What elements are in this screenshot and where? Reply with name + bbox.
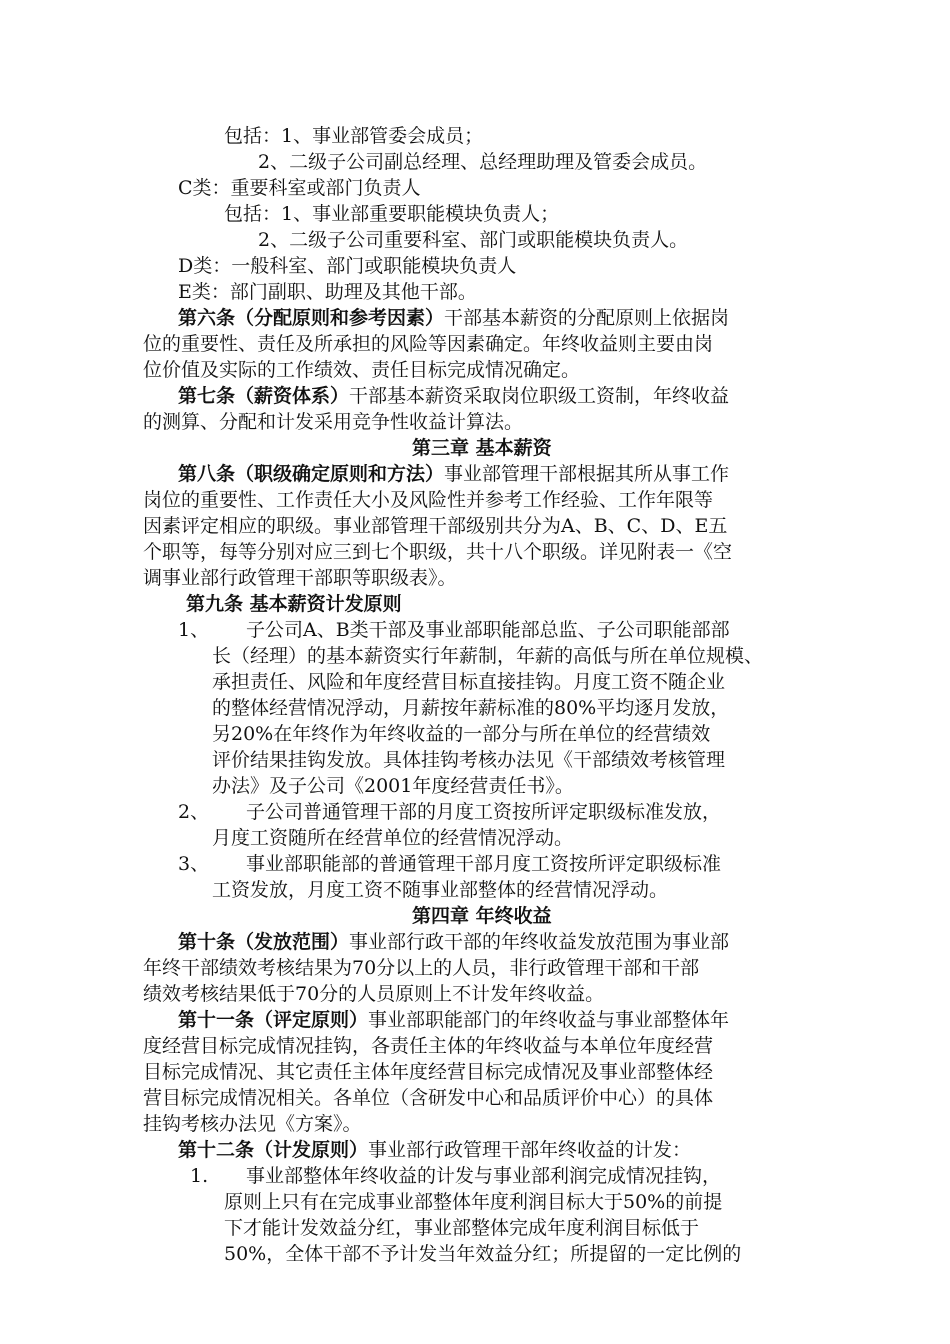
article-11-line-4: 营目标完成情况相关。各单位（含研发中心和品质评价中心）的具体 — [143, 1087, 714, 1109]
article-9-item-1-number: 1、 — [178, 619, 210, 641]
article-9-item-2-number: 2、 — [178, 801, 210, 823]
article-12-item-1-line-3: 下才能计发效益分红，事业部整体完成年度利润目标低于 — [224, 1217, 700, 1239]
article-11-line-1: 第十一条（评定原则）事业部职能部门的年终收益与事业部整体年 — [178, 1009, 730, 1031]
article-8-line-4: 个职等，每等分别对应三到七个职级，共十八个职级。详见附表一《空 — [143, 541, 733, 563]
article-7-line-1: 第七条（薪资体系）干部基本薪资采取岗位职级工资制，年终收益 — [178, 385, 730, 407]
article-11-line-2: 度经营目标完成情况挂钩，各责任主体的年终收益与本单位年度经营 — [143, 1035, 714, 1057]
article-11-title: 第十一条（评定原则） — [178, 1009, 369, 1031]
article-12-item-1-line-1: 事业部整体年终收益的计发与事业部利润完成情况挂钩， — [246, 1165, 722, 1187]
article-12-item-1-number: 1. — [190, 1165, 209, 1187]
chapter-4-heading: 第四章 年终收益 — [412, 905, 552, 927]
article-9-item-1-line-6: 评价结果挂钩发放。具体挂钩考核办法见《干部绩效考核管理 — [212, 749, 726, 771]
article-12-line-1: 第十二条（计发原则）事业部行政管理干部年终收益的计发： — [178, 1139, 692, 1161]
article-6-line-1: 第六条（分配原则和参考因素）干部基本薪资的分配原则上依据岗 — [178, 307, 730, 329]
c-class-includes-1: 包括：1、事业部重要职能模块负责人； — [224, 203, 560, 225]
article-9-item-1-line-4: 的整体经营情况浮动，月薪按年薪标准的80%平均逐月发放， — [212, 697, 730, 719]
article-6-line-2: 位的重要性、责任及所承担的风险等因素确定。年终收益则主要由岗 — [143, 333, 714, 355]
article-12-item-1-line-4: 50%，全体干部不予计发当年效益分红；所提留的一定比例的 — [224, 1243, 742, 1265]
c-class-heading: C类：重要科室或部门负责人 — [178, 177, 421, 199]
article-9-item-1-line-3: 承担责任、风险和年度经营目标直接挂钩。月度工资不随企业 — [212, 671, 726, 693]
article-9-item-1-line-1: 子公司A、B类干部及事业部职能部总监、子公司职能部部 — [246, 619, 730, 641]
article-10-title: 第十条（发放范围） — [178, 931, 350, 953]
article-7-line-2: 的测算、分配和计发采用竞争性收益计算法。 — [143, 411, 524, 433]
article-8-line-1: 第八条（职级确定原则和方法）事业部管理干部根据其所从事工作 — [178, 463, 730, 485]
article-10-line-2: 年终干部绩效考核结果为70分以上的人员，非行政管理干部和干部 — [143, 957, 700, 979]
c-class-includes-2: 2、二级子公司重要科室、部门或职能模块负责人。 — [258, 229, 689, 251]
article-8-line-2: 岗位的重要性、工作责任大小及风险性并参考工作经验、工作年限等 — [143, 489, 714, 511]
article-6-line-3: 位价值及实际的工作绩效、责任目标完成情况确定。 — [143, 359, 581, 381]
article-12-title: 第十二条（计发原则） — [178, 1139, 369, 1161]
article-8-line-5: 调事业部行政管理干部职等职级表》。 — [143, 567, 457, 589]
article-11-line-5: 挂钩考核办法见《方案》。 — [143, 1113, 362, 1135]
chapter-3-heading: 第三章 基本薪资 — [412, 437, 552, 459]
article-9-item-2-line-2: 月度工资随所在经营单位的经营情况浮动。 — [212, 827, 574, 849]
article-8-line-3: 因素评定相应的职级。事业部管理干部级别共分为A、B、C、D、E五 — [143, 515, 728, 537]
article-9-item-3-line-1: 事业部职能部的普通管理干部月度工资按所评定职级标准 — [246, 853, 722, 875]
article-12-item-1-line-2: 原则上只有在完成事业部整体年度利润目标大于50%的前提 — [224, 1191, 723, 1213]
article-9-item-2-line-1: 子公司普通管理干部的月度工资按所评定职级标准发放， — [246, 801, 722, 823]
article-6-title: 第六条（分配原则和参考因素） — [178, 307, 445, 329]
e-class-heading: E类：部门副职、助理及其他干部。 — [178, 281, 477, 303]
article-9-item-1-line-7: 办法》及子公司《2001年度经营责任书》。 — [212, 775, 574, 797]
article-9-item-3-line-2: 工资发放，月度工资不随事业部整体的经营情况浮动。 — [212, 879, 669, 901]
article-10-line-1: 第十条（发放范围）事业部行政干部的年终收益发放范围为事业部 — [178, 931, 730, 953]
article-8-title: 第八条（职级确定原则和方法） — [178, 463, 445, 485]
article-9-item-1-line-2: 长（经理）的基本薪资实行年薪制，年薪的高低与所在单位规模、 — [212, 645, 764, 667]
article-10-line-3: 绩效考核结果低于70分的人员原则上不计发年终收益。 — [143, 983, 605, 1005]
article-9-item-1-line-5: 另20%在年终作为年终收益的一部分与所在单位的经营绩效 — [212, 723, 711, 745]
article-7-title: 第七条（薪资体系） — [178, 385, 350, 407]
d-class-heading: D类：一般科室、部门或职能模块负责人 — [178, 255, 517, 277]
b-class-includes-1: 包括：1、事业部管委会成员； — [224, 125, 484, 147]
b-class-includes-2: 2、二级子公司副总经理、总经理助理及管委会成员。 — [258, 151, 708, 173]
article-9-title: 第九条 基本薪资计发原则 — [186, 593, 402, 615]
article-9-item-3-number: 3、 — [178, 853, 210, 875]
article-11-line-3: 目标完成情况、其它责任主体年度经营目标完成情况及事业部整体经 — [143, 1061, 714, 1083]
